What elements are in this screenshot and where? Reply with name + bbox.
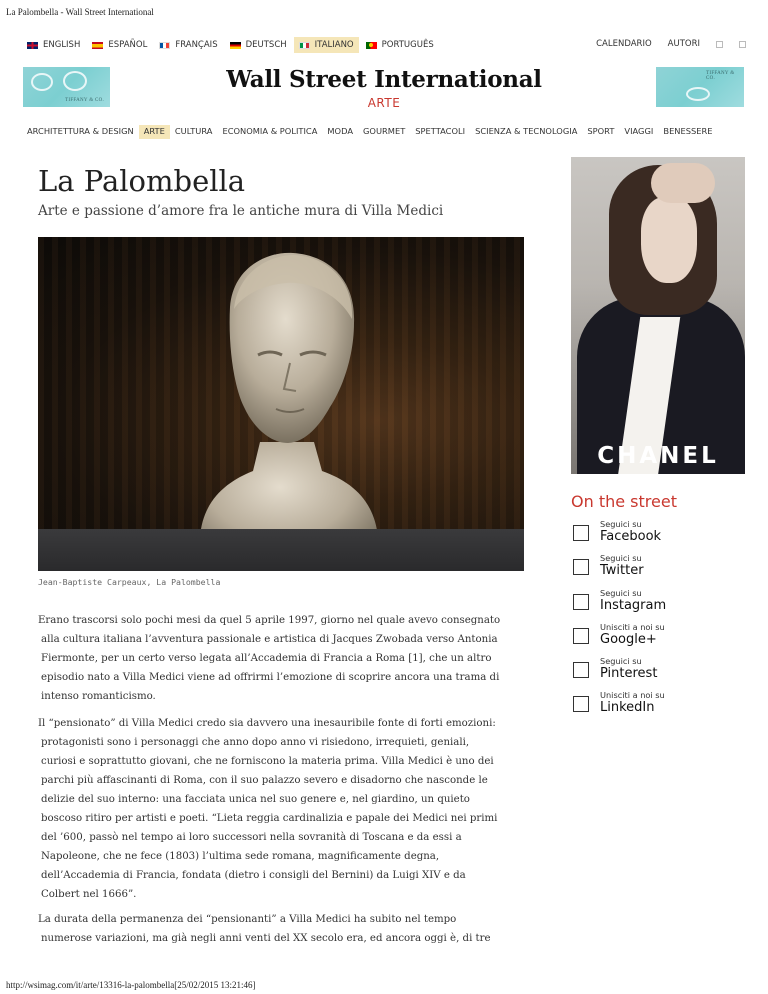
nav-architettura-design[interactable]: ARCHITETTURA & DESIGN xyxy=(27,126,134,136)
linkedin-icon xyxy=(573,696,589,712)
social-pinterest[interactable]: Seguici su Pinterest xyxy=(573,656,753,684)
article-paragraph-1 xyxy=(38,611,528,706)
social-linkedin[interactable]: Unisciti a noi su LinkedIn xyxy=(573,690,753,718)
portugal-flag-icon xyxy=(366,42,377,49)
lang-deutsch[interactable]: DEUTSCH xyxy=(225,37,292,53)
lang-english[interactable]: ENGLISH xyxy=(22,37,85,53)
social-placeholder-icon[interactable] xyxy=(716,41,723,48)
nav-economia-politica[interactable]: ECONOMIA & POLITICA xyxy=(222,126,318,136)
text-line: Napoleone, che ne fece (1803) l’ultima sede romana, magnificamente degna, xyxy=(41,851,440,862)
search-placeholder-icon[interactable] xyxy=(739,41,746,48)
article-photo-bust xyxy=(38,237,524,571)
bust-sculpture-image xyxy=(38,237,524,571)
germany-flag-icon xyxy=(230,42,241,49)
text-line: boscoso ritiro per artisti e poeti. “Lieta reggia cardinalizia e papale dei Medici nei primi xyxy=(41,813,498,824)
lang-italiano[interactable]: ITALIANO xyxy=(294,37,359,53)
facebook-icon xyxy=(573,525,589,541)
nav-gourmet[interactable]: GOURMET xyxy=(363,126,406,136)
france-flag-icon xyxy=(159,42,170,49)
social-facebook[interactable]: Seguici su Facebook xyxy=(573,519,753,547)
text-line: intenso romanticismo. xyxy=(41,691,156,702)
social-instagram[interactable]: Seguici su Instagram xyxy=(573,588,753,616)
ad-brand-text: TIFFANY & CO. xyxy=(65,98,105,103)
text-line: alla cultura italiana l’avventura passionale e artistica di Jacques Zwobada verso Antonia xyxy=(41,634,498,645)
nav-sport[interactable]: SPORT xyxy=(587,126,615,136)
top-right-links xyxy=(580,39,746,49)
social-google-plus[interactable]: Unisciti a noi su Google+ xyxy=(573,622,753,650)
print-footer-url: http://wsimag.com/it/arte/13316-la-palombella[25/02/2015 13:21:46] xyxy=(6,980,256,990)
calendar-link[interactable]: CALENDARIO xyxy=(596,39,652,49)
instagram-icon xyxy=(573,594,589,610)
social-twitter[interactable]: Seguici su Twitter xyxy=(573,553,753,581)
nav-scienza-tecnologia[interactable]: SCIENZA & TECNOLOGIA xyxy=(475,126,578,136)
article-subtitle: Arte e passione d’amore fra le antiche mura di Villa Medici xyxy=(38,203,444,219)
text-line: episodio nato a Villa Medici viene ad offrirmi l’emozione di scoprire ancora una trama di xyxy=(41,672,500,683)
article-paragraph-2 xyxy=(38,714,528,904)
language-bar xyxy=(22,37,746,55)
pinterest-icon xyxy=(573,662,589,678)
section-label: ARTE xyxy=(367,96,401,110)
ad-model-hand xyxy=(651,163,715,203)
article-paragraph-3 xyxy=(38,910,528,948)
nav-cultura[interactable]: CULTURA xyxy=(174,126,213,136)
site-logo[interactable]: Wall Street International xyxy=(226,66,542,93)
text-line: Erano trascorsi solo pochi mesi da quel 5 aprile 1997, giorno nel quale avevo consegnato xyxy=(38,615,501,626)
text-line: delizie del suo interno: una facciata unica nel suo genere e, nel giardino, un quieto xyxy=(41,794,470,805)
text-line: protagonisti sono i personaggi che anno dopo anno vi risiedono, irrequieti, geniali, xyxy=(41,737,470,748)
language-list xyxy=(22,37,441,53)
ad-model-face xyxy=(641,197,697,283)
nav-arte[interactable]: ARTE xyxy=(139,125,170,139)
chanel-logo: CHANEL xyxy=(597,443,719,469)
text-line: del ’600, passò nel tempo ai loro successori nella sovranità di Toscana e da essi a xyxy=(41,832,462,843)
photo-pedestal xyxy=(38,529,524,571)
italy-flag-icon xyxy=(299,42,310,49)
nav-benessere[interactable]: BENESSERE xyxy=(663,126,713,136)
nav-viaggi[interactable]: VIAGGI xyxy=(624,126,654,136)
text-line: parchi più affascinanti di Roma, con il suo palazzo severo e disadorno che nasconde le xyxy=(41,775,488,786)
ad-brand-text: TIFFANY & CO. xyxy=(706,71,735,81)
text-line: dell’Accademia di Francia, fondata (dietro i consigli del Bernini) da Luigi XIV e da xyxy=(41,870,466,881)
main-navigation xyxy=(22,125,718,139)
lang-portugues[interactable]: PORTUGUÊS xyxy=(361,37,439,53)
twitter-icon xyxy=(573,559,589,575)
google-plus-icon xyxy=(573,628,589,644)
text-line: Fiermonte, per un certo verso legata all’Accademia di Francia a Roma [1], che un altro xyxy=(41,653,492,664)
lang-francais[interactable]: FRANÇAIS xyxy=(154,37,222,53)
text-line: Il “pensionato” di Villa Medici credo sia davvero una inesauribile fonte di forti emozioni: xyxy=(38,718,496,729)
text-line: La durata della permanenza dei “pensionanti” a Villa Medici ha subito nel tempo xyxy=(38,914,457,925)
nav-spettacoli[interactable]: SPETTACOLI xyxy=(415,126,466,136)
print-header-title: La Palombella - Wall Street International xyxy=(6,7,154,17)
text-line: numerose variazioni, ma già negli anni venti del XX secolo era, ed ancora oggi è, di tre xyxy=(41,933,491,944)
chanel-ad-banner[interactable] xyxy=(571,157,745,474)
text-line: Colbert nel 1666”. xyxy=(41,889,137,900)
spain-flag-icon xyxy=(92,42,103,49)
lang-espanol[interactable]: ESPAÑOL xyxy=(87,37,152,53)
nav-moda[interactable]: MODA xyxy=(327,126,353,136)
photo-caption: Jean-Baptiste Carpeaux, La Palombella xyxy=(38,577,221,587)
text-line: curiosi e soprattutto giovani, che ne forniscono la materia prima. Villa Medici è uno dei xyxy=(41,756,494,767)
authors-link[interactable]: AUTORI xyxy=(667,39,700,49)
article-title: La Palombella xyxy=(38,164,246,198)
on-the-street-heading: On the street xyxy=(571,492,677,511)
uk-flag-icon xyxy=(27,42,38,49)
